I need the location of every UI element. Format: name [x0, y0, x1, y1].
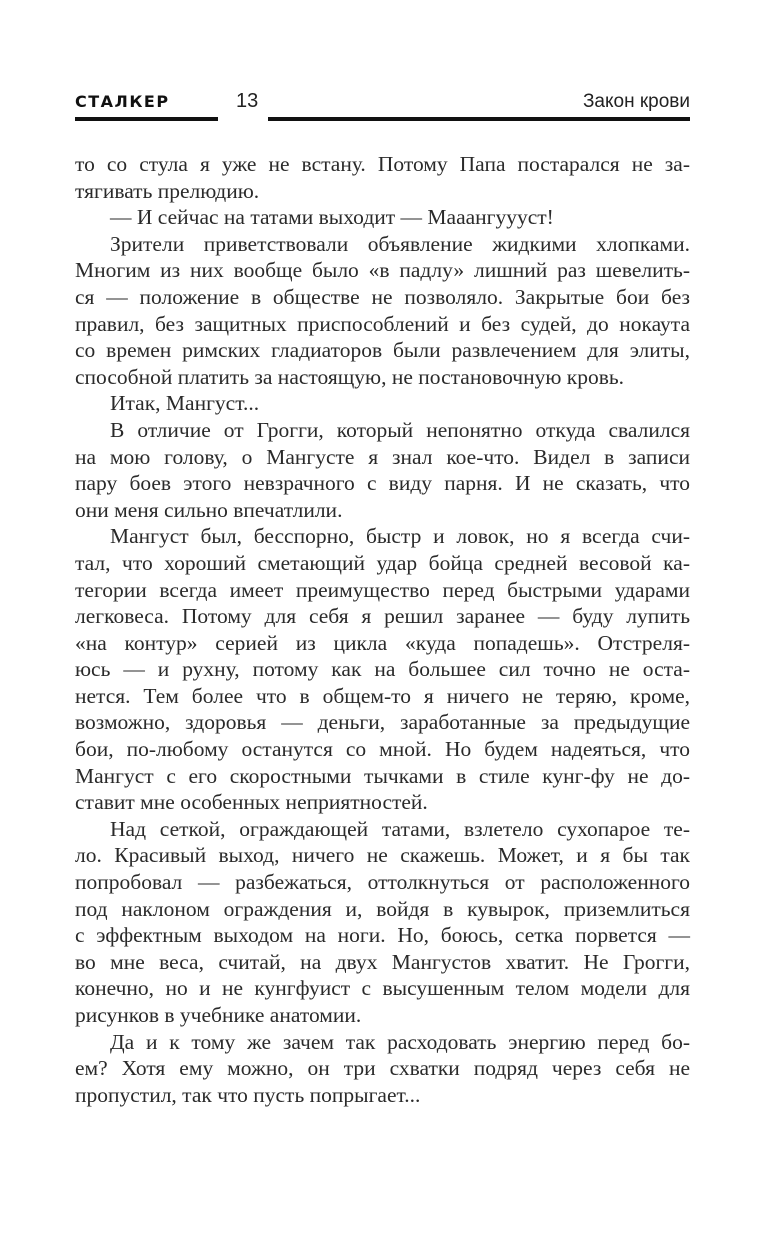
- paragraph: [75, 204, 690, 231]
- text-line: способной платить за настоящую, не постановочную кровь.: [75, 364, 625, 389]
- paragraph: [75, 816, 690, 1029]
- running-header: [75, 90, 690, 124]
- text-line: пару боев этого невзрачного с виду парня. И не сказать, что: [75, 471, 690, 496]
- text-line: Итак, Мангуст...: [110, 391, 260, 416]
- series-name: СТАЛКЕР: [75, 92, 170, 111]
- text-line: они меня сильно впечатлили.: [75, 497, 343, 522]
- text-line: рисунков в учебнике анатомии.: [75, 1003, 362, 1027]
- paragraph: [75, 390, 690, 417]
- text-line: легковеса. Потому для себя я решил заранее — буду лупить: [75, 604, 690, 629]
- text-line: ся — положение в обществе не позволяло. Закрытые бои без: [75, 284, 690, 309]
- text-line: во мне веса, считай, на двух Мангустов хватит. Не Грогги,: [75, 949, 690, 974]
- page-number: 13: [236, 90, 259, 112]
- text-line: тягивать прелюдию.: [75, 178, 260, 203]
- text-line: тегории всегда имеет преимущество перед быстрыми ударами: [75, 577, 690, 602]
- paragraph: [75, 417, 690, 523]
- body-text: [75, 151, 690, 1108]
- text-line: ставит мне особенных неприятностей.: [75, 790, 428, 815]
- text-line: бои, по-любому останутся со мной. Но будем надеяться, что: [75, 737, 690, 762]
- book-title: Закон крови: [582, 91, 690, 112]
- text-line: «на контур» серией из цикла «куда попадешь». Отстреля-: [75, 630, 690, 655]
- paragraph: [75, 1029, 690, 1109]
- text-line: ем? Хотя ему можно, он три схватки подряд через себя не: [75, 1056, 690, 1081]
- text-line: — И сейчас на татами выходит — Мааангуууст!: [110, 205, 554, 230]
- text-line: тал, что хороший сметающий удар бойца средней весовой ка-: [75, 550, 690, 575]
- text-line: конечно, но и не кунгфуист с высушенным телом модели для: [75, 976, 690, 1001]
- text-line: Зрители приветствовали объявление жидкими хлопками.: [110, 231, 690, 256]
- text-line: В отличие от Грогги, который непонятно откуда свалился: [110, 417, 690, 442]
- paragraph: [75, 151, 690, 204]
- text-line: попробовал — разбежаться, оттолкнуться от расположенного: [75, 870, 690, 895]
- text-line: юсь — и рухну, потому как на большее сил точно не оста-: [75, 657, 690, 682]
- header-rule-right: [268, 117, 690, 121]
- text-line: на мою голову, о Мангусте я знал кое-что. Видел в записи: [75, 444, 690, 469]
- text-line: Многим из них вообще было «в падлу» лишний раз шевелить-: [75, 258, 690, 283]
- text-line: Мангуст с его скоростными тычками в стиле кунг-фу не до-: [75, 763, 690, 788]
- text-line: то со стула я уже не встану. Потому Папа постарался не за-: [75, 152, 690, 176]
- text-line: под наклоном ограждения и, войдя в кувырок, приземлиться: [75, 896, 690, 921]
- header-rule-left: [75, 117, 218, 121]
- text-line: пропустил, так что пусть попрыгает...: [75, 1082, 421, 1107]
- text-line: Мангуст был, бесспорно, быстр и ловок, но я всегда счи-: [110, 524, 690, 549]
- paragraph: [75, 523, 690, 816]
- text-line: со времен римских гладиаторов были развлечением для элиты,: [75, 338, 690, 363]
- text-line: возможно, здоровья — деньги, заработанные за предыдущие: [75, 710, 690, 735]
- text-line: Над сеткой, ограждающей татами, взлетело сухопарое те-: [110, 816, 690, 841]
- paragraph: [75, 231, 690, 391]
- text-line: ло. Красивый выход, ничего не скажешь. Может, и я бы так: [75, 843, 690, 868]
- text-line: правил, без защитных приспособлений и без судей, до нокаута: [75, 311, 690, 336]
- text-line: нется. Тем более что в общем-то я ничего не теряю, кроме,: [75, 683, 690, 708]
- text-line: Да и к тому же зачем так расходовать энергию перед бо-: [110, 1029, 690, 1054]
- text-line: с эффектным выходом на ноги. Но, боюсь, сетка порвется —: [75, 923, 690, 948]
